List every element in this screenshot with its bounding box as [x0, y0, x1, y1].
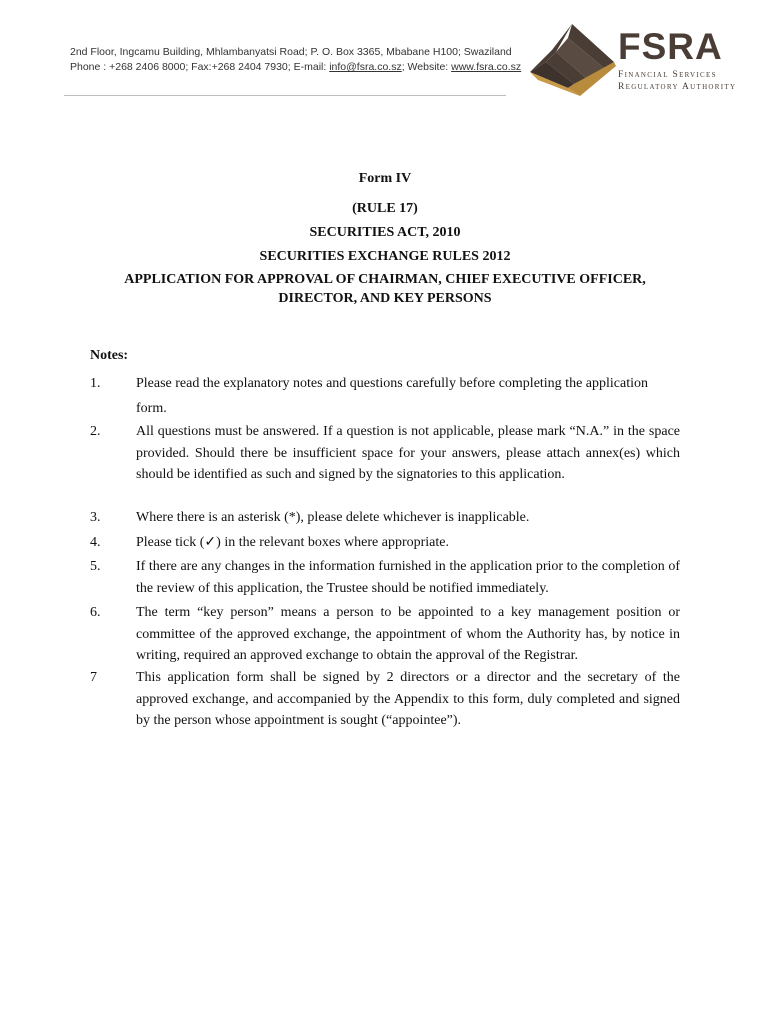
note-item: [90, 371, 680, 421]
note-number: 2.: [90, 424, 101, 439]
note-text: All questions must be answered. If a question is not applicable, please mark “N.A.” in the space provided. Should there be insufficient space for your answers, please attach annex(es) which should be identified as such and signed by the signatories to this application.: [136, 424, 680, 482]
logo-name-line1: Financial Services: [618, 70, 717, 80]
logo-name-line2: Regulatory Authority: [618, 82, 737, 92]
contact-line: [70, 60, 522, 75]
note-number: 1.: [90, 376, 101, 391]
act-title: SECURITIES ACT, 2010: [309, 225, 461, 240]
application-heading-line2: DIRECTOR, AND KEY PERSONS: [278, 291, 492, 306]
note-item: [90, 556, 680, 599]
note-item: [90, 602, 680, 667]
address-line: 2nd Floor, Ingcamu Building, Mhlambanyatsi Road; P. O. Box 3365, Mbabane H100; Swaziland: [70, 46, 512, 58]
fsra-logo: [528, 22, 743, 100]
note-number: 5.: [90, 559, 101, 574]
note-number: 4.: [90, 535, 101, 550]
note-text: The term “key person” means a person to be appointed to a key management position or committee of the approved exchange, the appointment of whom the Authority has, by notice in writing, required an approved exchange to obtain the approval of the Registrar.: [136, 605, 680, 663]
website-link[interactable]: www.fsra.co.sz: [451, 61, 522, 73]
note-item: [90, 667, 680, 732]
logo-acronym: FSRA: [618, 26, 723, 67]
notes-heading: Notes:: [90, 348, 129, 363]
fsra-logo-mark-icon: [528, 22, 620, 98]
form-title-block: [60, 171, 710, 307]
note-text: This application form shall be signed by 2 directors or a director and the secretary of the approved exchange, and accompanied by the Appendix to this form, duly completed and signed by the person whose appointment is sought (“appointee”).: [136, 670, 680, 728]
note-number: 6.: [90, 605, 101, 620]
rule-reference: (RULE 17): [352, 201, 418, 216]
rules-title: SECURITIES EXCHANGE RULES 2012: [259, 249, 511, 264]
note-item: [90, 421, 680, 486]
note-text: Please tick (✓) in the relevant boxes where appropriate.: [136, 535, 449, 550]
note-item: [90, 532, 680, 554]
note-text: If there are any changes in the information furnished in the application prior to the completion of the review of this application, the Trustee should be notified immediately.: [136, 559, 680, 596]
application-heading-line1: APPLICATION FOR APPROVAL OF CHAIRMAN, CHIEF EXECUTIVE OFFICER,: [124, 272, 646, 287]
phone-fax-text: Phone : +268 2406 8000; Fax:+268 2404 7930; E-mail:: [70, 61, 330, 73]
note-text: Please read the explanatory notes and questions carefully before completing the application form.: [136, 376, 648, 416]
note-item: [90, 507, 680, 529]
website-prefix: ; Website:: [401, 61, 452, 73]
note-text: Where there is an asterisk (*), please delete whichever is inapplicable.: [136, 510, 530, 525]
header-address: [70, 45, 522, 75]
email-link[interactable]: info@fsra.co.sz: [329, 61, 402, 73]
header-divider: [64, 95, 506, 96]
note-number: 7: [90, 670, 97, 685]
form-number: Form IV: [358, 171, 412, 186]
note-number: 3.: [90, 510, 101, 525]
logo-text: [618, 28, 736, 93]
